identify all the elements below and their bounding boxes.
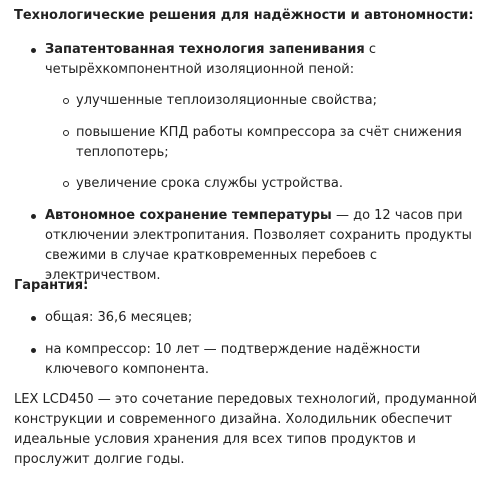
bullet-circle bbox=[63, 98, 69, 104]
list-item-text bbox=[45, 206, 494, 286]
list-item-bold-title: Запатентованная технология запенивания bbox=[45, 42, 365, 57]
closing-paragraph: LEX LCD450 — это сочетание передовых технологий, продуманной конструкции и современного дизайна. Холодильник обеспечит идеальные условия хранения для всех типов продуктов и прослужит долгие годы. bbox=[14, 392, 478, 467]
section-heading-warranty: Гарантия: bbox=[14, 278, 89, 293]
list-item-description: — до 12 часов при отключении электропитания. Позволяет сохранить продукты свежими в случае кратковременных перебоев с электричеством. bbox=[45, 208, 472, 283]
sub-list-item-text: увеличение срока службы устройства. bbox=[76, 176, 343, 191]
list-item-bold-title: Автономное сохранение температуры bbox=[45, 208, 332, 223]
list-item-warranty-general bbox=[14, 308, 494, 328]
sub-list-item-text: повышение КПД работы компрессора за счёт снижения теплопотерь; bbox=[76, 125, 462, 160]
bullet-dot bbox=[31, 348, 36, 353]
list-item-autonomous-temperature bbox=[14, 206, 494, 286]
bullet-dot bbox=[31, 214, 36, 219]
list-item-warranty-compressor bbox=[14, 340, 494, 380]
sub-list-item bbox=[45, 123, 485, 163]
list-item-foaming-technology bbox=[14, 40, 494, 80]
bullet-dot bbox=[31, 316, 36, 321]
bullet-circle bbox=[63, 130, 69, 136]
list-item-text: на компрессор: 10 лет — подтверждение надёжности ключевого компонента. bbox=[45, 342, 421, 377]
list-item-text: общая: 36,6 месяцев; bbox=[45, 310, 193, 325]
list-item-description: с четырёхкомпонентной изоляционной пеной: bbox=[45, 42, 376, 77]
sub-list-item-text: улучшенные теплоизоляционные свойства; bbox=[76, 93, 378, 108]
section-heading-tech: Технологические решения для надёжности и автономности: bbox=[14, 8, 474, 23]
list-item-text bbox=[45, 40, 494, 80]
sub-list-item bbox=[45, 174, 485, 194]
sub-list-item bbox=[45, 91, 485, 111]
bullet-circle bbox=[63, 181, 69, 187]
bullet-dot bbox=[31, 48, 36, 53]
